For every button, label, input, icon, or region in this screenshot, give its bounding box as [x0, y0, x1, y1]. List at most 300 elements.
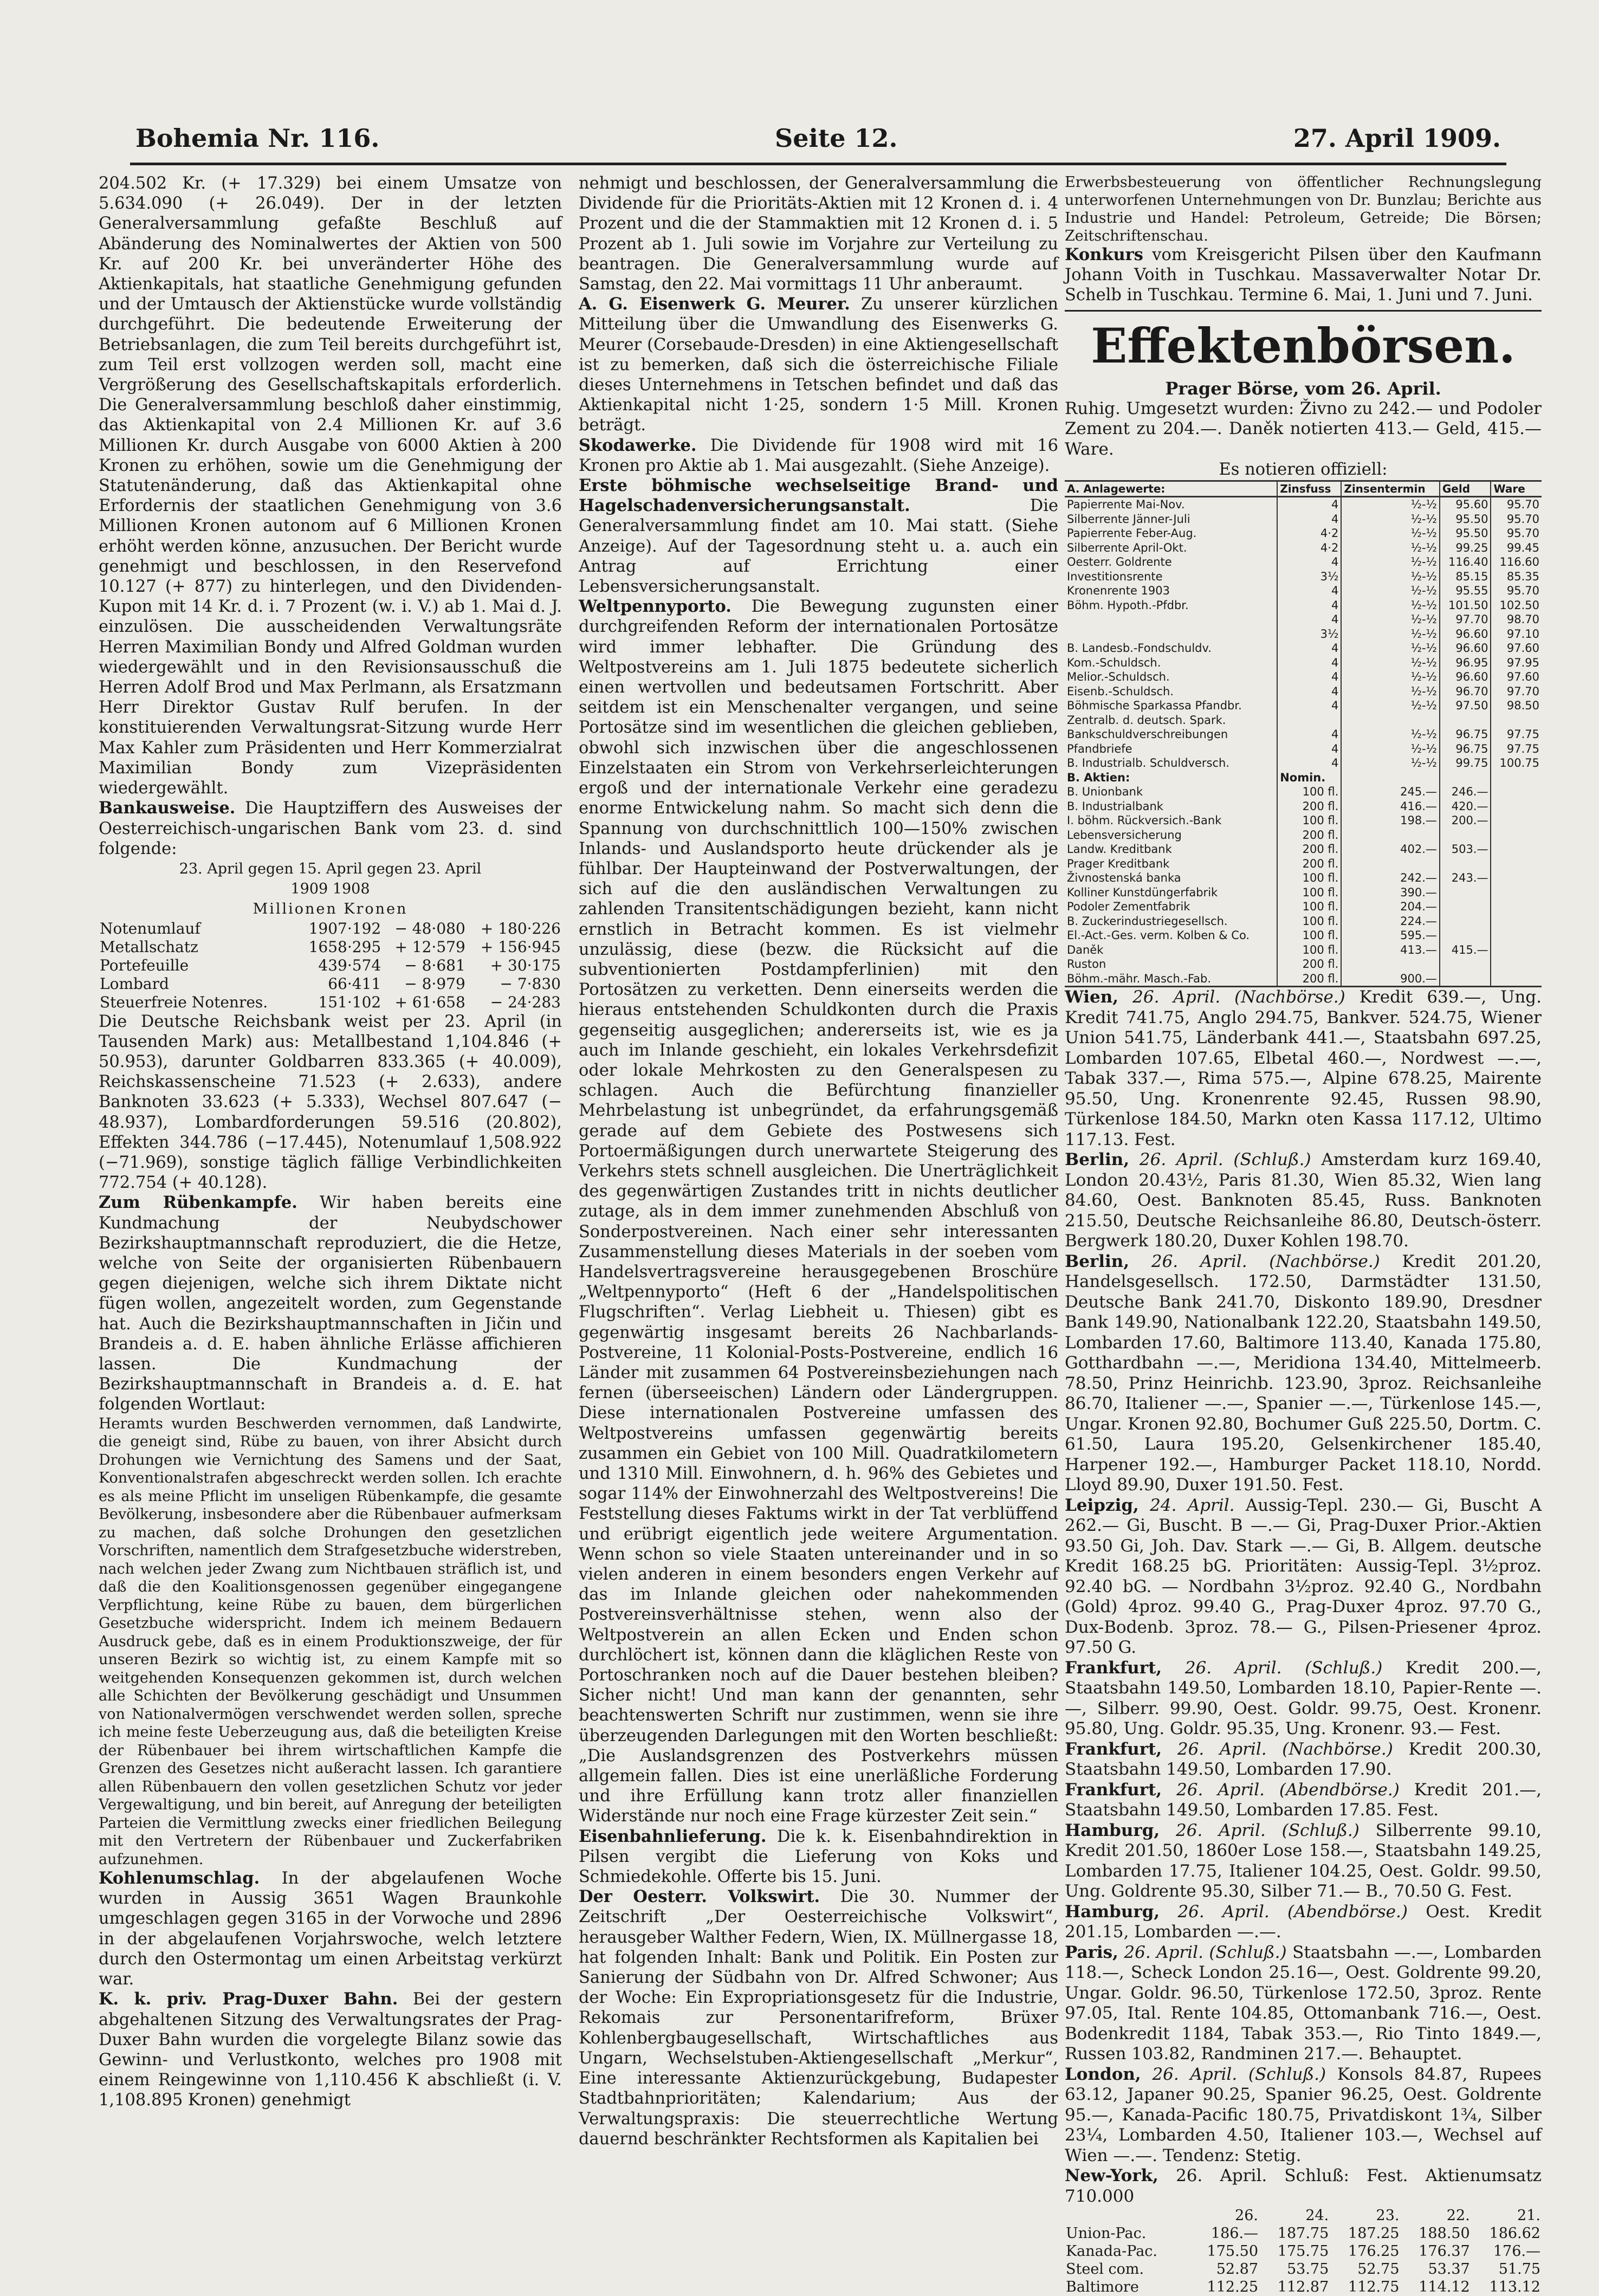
- cell: 85.15: [1440, 570, 1491, 584]
- cell: − 8·681: [404, 956, 465, 974]
- cell: 100.75: [1491, 756, 1542, 771]
- security-name: Kolliner Kunstdüngerfabrik: [1067, 885, 1218, 899]
- cell: ½-½: [1341, 497, 1440, 512]
- cell: [1491, 813, 1542, 828]
- aktien-nomin-header: Nomin.: [1277, 771, 1341, 785]
- market-date: 26. April. (Nachbörse.): [1177, 1739, 1393, 1759]
- table-row: [1065, 656, 1542, 670]
- market-heading: London,: [1065, 2064, 1141, 2084]
- cell: 4: [1277, 584, 1341, 598]
- bank-heading: Bankausweise.: [99, 798, 236, 818]
- cell: 96.60: [1440, 641, 1491, 656]
- column-3: [1065, 173, 1542, 2296]
- cell: 96.75: [1440, 742, 1491, 756]
- market-date: 26. April. (Schluß.): [1124, 1942, 1287, 1962]
- cell: 51.75: [1498, 2261, 1540, 2278]
- market-heading: Berlin,: [1065, 1251, 1130, 1271]
- table-row: [1065, 612, 1542, 627]
- cell: 100 fl.: [1277, 871, 1341, 885]
- cell: [1491, 885, 1542, 900]
- security-name: Baltimore: [1066, 2279, 1139, 2296]
- table-header: [1065, 2207, 1542, 2224]
- ny-label: Fest. Aktienumsatz 710.000: [1065, 2166, 1542, 2206]
- versicherung-text: Die Generalversammlung findet am 10. Mai statt. (Siehe Anzeige). Auf der Tagesordnung steht u. a. auch ein Antrag auf Errichtung einer Lebensversicherungsanstalt.: [579, 496, 1058, 597]
- bonds-body: [1065, 497, 1542, 771]
- cell: 3½: [1277, 627, 1341, 642]
- offiziell-label: Es notieren offiziell:: [1219, 460, 1388, 480]
- security-name: [1065, 627, 1277, 642]
- cell: 95.70: [1491, 584, 1542, 598]
- market-text: Amsterdam kurz 169.40, London 20.43½, Paris 81.30, Wien 85.32, Wien lang 84.60, Oest. Banknoten 85.45, Russ. Banknoten 215.50, Deutsche Reichsanleihe 86.80, Deutsch-österr. Bergwerk 180.20, Duxer Kohlen 198.70.: [1065, 1150, 1542, 1251]
- cell: 176.—: [1493, 2243, 1540, 2260]
- market-date: 26. April. (Nachbörse.): [1132, 987, 1345, 1007]
- row-label: Metallschatz: [100, 937, 198, 956]
- col-header: 23.: [1376, 2207, 1400, 2224]
- cell: 4·2: [1277, 541, 1341, 555]
- market-report: [1065, 1252, 1542, 1496]
- cell: 3½: [1277, 570, 1341, 584]
- aktien-header: B. Aktien:: [1067, 771, 1130, 784]
- table-row: [1065, 570, 1542, 584]
- ruebe-heading: Zum Rübenkampfe.: [99, 1193, 297, 1213]
- col-header: Zinsentermin: [1341, 481, 1440, 497]
- prager-heading: Prager Börse, vom 26. April.: [1165, 378, 1441, 399]
- cell: 102.50: [1491, 598, 1542, 613]
- cell: 413.—: [1341, 943, 1440, 958]
- cell: [1491, 799, 1542, 814]
- security-name: I. böhm. Rückversich.-Bank: [1067, 814, 1222, 827]
- cell: 243.—: [1440, 871, 1491, 885]
- market-report: [1065, 1496, 1542, 1658]
- cell: 96.70: [1440, 684, 1491, 699]
- cell: [1341, 771, 1440, 785]
- market-report: [1065, 1943, 1542, 2065]
- cell: 112.75: [1348, 2279, 1400, 2296]
- security-name: Ruston: [1067, 958, 1106, 971]
- header-center: Seite 12.: [775, 124, 898, 153]
- cell: 85.35: [1491, 570, 1542, 584]
- cell: [1491, 828, 1542, 843]
- cell: 100 fl.: [1277, 914, 1341, 929]
- table-row: [99, 938, 562, 956]
- cell: 151·102: [318, 993, 381, 1011]
- cell: 390.—: [1341, 885, 1440, 900]
- table-row: [1065, 2278, 1542, 2296]
- table-row: [1065, 885, 1542, 900]
- table-row: [1065, 598, 1542, 613]
- cell: 99.75: [1440, 756, 1491, 771]
- market-text: Oest. Kredit 201.15, Lombarden —.—.: [1065, 1902, 1542, 1942]
- cell: 4: [1277, 670, 1341, 684]
- cell: 99.45: [1491, 541, 1542, 555]
- cell: [1440, 771, 1491, 785]
- table-row: [1065, 584, 1542, 598]
- cell: 114.12: [1419, 2279, 1470, 2296]
- cell: 246.—: [1440, 785, 1491, 799]
- stocks-body: [1065, 785, 1542, 987]
- security-name: Papierrente Feber-Aug.: [1067, 527, 1197, 540]
- market-text: Kredit 201.20, Handelsgesellsch. 172.50, Darmstädter 131.50, Deutsche Bank 241.70, Diskonto 189.90, Dresdner Bank 149.90, Nationalbank 122.20, Staatsbahn 149.50, Lombarden 17.60, Baltimore 113.40, Kanada 175.80, Gotthardbahn —.—, Meridiona 134.40, Mittelmeerb. 78.50, Prinz Heinrichb. 123.90, 3proz. Reichsanleihe 86.70, Italiener —.—, Spanier —.—, Türkenlose 145.—, Ungar. Kronen 92.80, Bochumer Guß 225.50, Dortm. C. 61.50, Laura 195.20, Gelsenkirchener 185.40, Harpener 192.—, Hamburger Packet 118.10, Nordd. Lloyd 89.90, Duxer 191.50. Fest.: [1065, 1251, 1542, 1495]
- col-header: 21.: [1517, 2207, 1540, 2224]
- prager-text: Ruhig. Umgesetzt wurden: Živno zu 242.— und Podoler Zement zu 204.—. Daněk notierten 413.— Geld, 415.— Ware.: [1065, 398, 1542, 459]
- table-row: [1065, 957, 1542, 972]
- cell: 200.—: [1440, 813, 1491, 828]
- bank-col-head: 23. April gegen 15. April gegen 23. April: [179, 860, 482, 877]
- cell: [1065, 2207, 1189, 2224]
- cell: 200 fl.: [1277, 799, 1341, 814]
- cell: 100 fl.: [1277, 813, 1341, 828]
- market-date: 24. April.: [1150, 1495, 1235, 1515]
- market-heading: Frankfurt,: [1065, 1658, 1162, 1678]
- cell: + 156·945: [480, 937, 561, 956]
- market-date: 26. April. (Schluß.): [1176, 1820, 1360, 1840]
- col-header: 26.: [1235, 2207, 1259, 2224]
- cell: 95.50: [1440, 526, 1491, 541]
- cell: 176.37: [1419, 2243, 1470, 2260]
- versicherung-heading: Erste böhmische wechselseitige Brand- und Hagelschadenversicherungsanstalt.: [579, 476, 1058, 516]
- cell: 95.70: [1491, 512, 1542, 527]
- cell: + 61·658: [394, 993, 465, 1011]
- volkswirt-heading: Der Oesterr. Volkswirt.: [579, 1887, 820, 1907]
- cell: [1491, 914, 1542, 929]
- security-name: Union-Pac.: [1066, 2225, 1147, 2242]
- col-header: A. Anlagewerte:: [1065, 481, 1277, 497]
- table-row: [1065, 900, 1542, 914]
- security-name: B. Landesb.-Fondschuldv.: [1067, 642, 1212, 655]
- market-text: Kredit 639.—, Ung. Kredit 741.75, Anglo 294.75, Bankver. 524.75, Wiener Union 541.75, Länderbank 441.—, Staatsbahn 697.25, Lombarden 107.65, Elbetal 460.—, Nordwest —.—, Tabak 337.—, Rima 575.—, Alpine 678.25, Mairente 95.50, Ung. Kronenrente 92.45, Russen 98.90, Türkenlose 184.50, Markn oten Kassa 117.12, Ultimo 117.13. Fest.: [1065, 987, 1542, 1149]
- cell: 97.95: [1491, 656, 1542, 670]
- cell: 97.10: [1491, 627, 1542, 642]
- security-name: Silberrente April-Okt.: [1067, 541, 1187, 554]
- table-row: [99, 956, 562, 975]
- cell: ½-½: [1341, 612, 1440, 627]
- security-name: Bankschuldverschreibungen: [1067, 728, 1228, 741]
- prag-duxer-text: Bei der gestern abgehaltenen Sitzung des Verwaltungsrates der Prag-Duxer Bahn wurden die vorgelegte Bilanz sowie das Gewinn- und Verlustkonto, welches pro 1908 mit einem Reingewinne von 1,110.456 K abschließt (i. V. 1,108.895 Kronen) genehmigt: [99, 1990, 562, 2110]
- market-report: [1065, 1658, 1542, 1739]
- security-name: Prager Kreditbank: [1067, 857, 1170, 870]
- market-heading: Frankfurt,: [1065, 1739, 1162, 1759]
- cell: 4: [1277, 641, 1341, 656]
- table-row: [1065, 813, 1542, 828]
- cell: 415.—: [1440, 943, 1491, 958]
- cell: 439·574: [318, 956, 381, 974]
- cell: 112.25: [1207, 2279, 1259, 2296]
- cell: 53.37: [1428, 2261, 1470, 2278]
- security-name: Papierrente Mai-Nov.: [1067, 498, 1185, 512]
- table-row: [1065, 914, 1542, 929]
- security-name: Oesterr. Goldrente: [1067, 555, 1172, 569]
- cell: [1491, 871, 1542, 885]
- market-report: [1065, 987, 1542, 1150]
- market-report: [1065, 1150, 1542, 1252]
- market-report: [1065, 1739, 1542, 1780]
- cell: 95.70: [1491, 526, 1542, 541]
- market-heading: Leipzig,: [1065, 1495, 1139, 1515]
- cell: [1440, 957, 1491, 972]
- cell: 95.60: [1440, 497, 1491, 512]
- cell: 224.—: [1341, 914, 1440, 929]
- security-name: B. Unionbank: [1067, 785, 1143, 799]
- table-row: [1065, 857, 1542, 871]
- bank-intro: Die Hauptziffern des Ausweises der Oesterreichisch-ungarischen Bank vom 23. d. sind folgende:: [99, 799, 562, 858]
- reichsbank-report: Die Deutsche Reichsbank weist per 23. April (in Tausenden Mark) aus: Metallbestand 1,104.846 (+ 50.953), darunter Goldbarren 833.365 (+ 40.009), Reichskassenscheine 71.523 (+ 2.633), andere Banknoten 33.623 (+ 5.333), Wechsel 807.647 (− 48.937), Lombardforderungen 59.516 (20.802), Effekten 344.786 (−17.445), Notenumlauf 1,508.922 (−71.969), sonstige täglich fällige Verbindlichkeiten 772.754 (+ 40.128).: [99, 1012, 562, 1193]
- table-row: [1065, 627, 1542, 642]
- cell: − 8·979: [404, 974, 465, 993]
- cell: 53.75: [1286, 2261, 1329, 2278]
- meurer-heading: A. G. Eisenwerk G. Meurer.: [579, 294, 850, 314]
- cell: [1440, 857, 1491, 871]
- security-name: Podoler Zementfabrik: [1067, 900, 1190, 914]
- table-row: [1065, 756, 1542, 771]
- table-row: [1065, 742, 1542, 756]
- market-text: Kredit 201.—, Staatsbahn 149.50, Lombarden 17.85. Fest.: [1065, 1780, 1542, 1820]
- market-text: Kredit 200.30, Staatsbahn 149.50, Lombarden 17.90.: [1065, 1739, 1542, 1780]
- cell: 242.—: [1341, 871, 1440, 885]
- market-heading: Wien,: [1065, 987, 1119, 1007]
- eisenbahn-heading: Eisenbahnlieferung.: [579, 1826, 767, 1846]
- cell: 116.60: [1491, 555, 1542, 570]
- col-header: 22.: [1446, 2207, 1470, 2224]
- col-header: Zinsfuss: [1277, 481, 1341, 497]
- cell: 4: [1277, 727, 1341, 742]
- row-label: Portefeuille: [100, 956, 189, 974]
- cell: [1440, 928, 1491, 943]
- cell: 95.55: [1440, 584, 1491, 598]
- security-name: Daněk: [1067, 943, 1104, 956]
- cell: 97.50: [1440, 698, 1491, 713]
- table-row: [1065, 785, 1542, 799]
- cell: 200 fl.: [1277, 857, 1341, 871]
- cell: ½-½: [1341, 555, 1440, 570]
- market-date: 26. April. (Abendbörse.): [1177, 1902, 1408, 1922]
- cell: ½-½: [1341, 742, 1440, 756]
- security-name: Böhmische Sparkassa Pfandbr.: [1067, 699, 1242, 713]
- cell: [1341, 828, 1440, 843]
- cell: 595.—: [1341, 928, 1440, 943]
- cell: 98.70: [1491, 612, 1542, 627]
- cell: 1907·192: [308, 919, 381, 937]
- security-name: Živnostenská banka: [1067, 871, 1181, 885]
- market-heading: Hamburg,: [1065, 1902, 1160, 1922]
- cell: 402.—: [1341, 842, 1440, 857]
- table-row: [1065, 2260, 1542, 2278]
- table-row: [1065, 684, 1542, 699]
- bank-unit: Millionen Kronen: [253, 901, 408, 918]
- agm-report: 204.502 Kr. (+ 17.329) bei einem Umsatze von 5.634.090 (+ 26.049). Der in der letzten Generalversammlung gefaßte Beschluß auf Abänderung des Nominalwertes der Aktien von 500 Kr. auf 200 Kr. bei unveränderter Höhe des Aktienkapitals, hat staatliche Genehmigung gefunden und der Umtausch der Aktienstücke wurde vollständig durchgeführt. Die bedeutende Erweiterung der Betriebsanlagen, die zum Teil bereits durchgeführt ist, zum Teil erst vollzogen werden soll, macht eine Vergrößerung des Gesellschaftskapitals erforderlich. Die Generalversammlung beschloß daher einstimmig, das Aktienkapital von 2.4 Millionen Kr. auf 3.6 Millionen Kr. durch Ausgabe von 6000 Aktien à 200 Kronen zu erhöhen, sowie um die Genehmigung der Statutenänderung, daß das Aktienkapital ohne Erfordernis der staatlichen Genehmigung von 3.6 Millionen Kronen autonom auf 6 Millionen Kronen erhöht werden könne, anzusuchen. Der Bericht wurde genehmigt und beschlossen, in den Reservefond 10.127 (+ 877) zu hinterlegen, und den Dividenden-Kupon mit 14 Kr. d. i. 7 Prozent (w. i. V.) ab 1. Mai d. J. einzulösen. Die ausscheidenden Verwaltungsräte Herren Maximilian Bondy und Alfred Goldman wurden wiedergewählt und in den Revisionsausschuß die Herren Adolf Brod und Max Perlmann, als Ersatzmann Herr Direktor Gustav Rulf berufen. In der konstituierenden Verwaltungsrat-Sitzung wurde Herr Max Kahler zum Präsidenten und Herr Kommerzialrat Maximilian Bondy zum Vizepräsidenten wiedergewählt.: [99, 174, 562, 798]
- prague-quotes-table: [1065, 480, 1542, 988]
- cell: 186.—: [1210, 2225, 1259, 2242]
- cell: 100 fl.: [1277, 928, 1341, 943]
- market-date: 26. April. (Abendbörse.): [1176, 1780, 1400, 1800]
- table-row: [1065, 713, 1542, 728]
- row-label: Notenumlauf: [100, 919, 200, 937]
- ny-table: [1065, 2207, 1542, 2296]
- table-row: [1065, 2224, 1542, 2242]
- cell: [1277, 713, 1341, 728]
- cell: 900.—: [1341, 972, 1440, 987]
- cell: 113.12: [1489, 2279, 1540, 2296]
- table-row: [1065, 641, 1542, 656]
- cell: 1658·295: [308, 937, 381, 956]
- cell: 100 fl.: [1277, 785, 1341, 799]
- cell: 245.—: [1341, 785, 1440, 799]
- cell: − 48·080: [394, 919, 465, 937]
- table-row: [1065, 512, 1542, 527]
- cell: ½-½: [1341, 684, 1440, 699]
- cell: 112.87: [1277, 2279, 1329, 2296]
- cell: 198.—: [1341, 813, 1440, 828]
- table-row: [1065, 526, 1542, 541]
- table-row: [1065, 943, 1542, 958]
- table-row: [1065, 2242, 1542, 2260]
- cell: [1491, 857, 1542, 871]
- table-row: [1065, 555, 1542, 570]
- security-name: Lebensversicherung: [1067, 828, 1182, 842]
- cell: 100 fl.: [1277, 900, 1341, 914]
- header-right: 27. April 1909.: [1293, 124, 1501, 153]
- security-name: [1065, 612, 1277, 627]
- cell: 503.—: [1440, 842, 1491, 857]
- cell: [1440, 885, 1491, 900]
- security-name: B. Industrialbank: [1067, 799, 1163, 813]
- cell: 4: [1277, 756, 1341, 771]
- security-name: El.-Act.-Ges. verm. Kolben & Co.: [1067, 929, 1250, 942]
- security-name: Melior.-Schuldsch.: [1067, 670, 1170, 684]
- security-name: Steel com.: [1066, 2261, 1144, 2278]
- market-text: Konsols 84.87, Rupees 63.12, Japaner 90.25, Spanier 96.25, Oest. Goldrente 95.—, Kanada-Pacific 180.75, Privatdiskont 1¾, Silber 23¼, Lombarden 4.50, Italiener 103.—, Wechsel auf Wien —.—. Tendenz: Stetig.: [1065, 2064, 1542, 2165]
- security-name: Eisenb.-Schuldsch.: [1067, 684, 1174, 698]
- ny-body: [1065, 2224, 1542, 2296]
- table-row: [1065, 799, 1542, 814]
- eisenbahn-text: Die k. k. Eisenbahndirektion in Pilsen vergibt die Lieferung von Koks und Schmiedekohle. Offerte bis 15. Juni.: [579, 1827, 1058, 1887]
- table-row: [1065, 842, 1542, 857]
- cell: + 180·226: [480, 919, 561, 937]
- market-report: [1065, 1780, 1542, 1821]
- cell: 100 fl.: [1277, 943, 1341, 958]
- cell: [1491, 972, 1542, 987]
- cell: 4: [1277, 742, 1341, 756]
- security-name: Kanada-Pac.: [1066, 2243, 1158, 2260]
- weltpennyporto-text: Die Bewegung zugunsten einer durchgreifenden Reform der internationalen Portosätze wird immer lebhafter. Die Gründung des Weltpostvereins am 1. Juli 1875 bedeutete sicherlich einen wertvollen und bedeutsamen Fortschritt. Aber seitdem ist ein Menschenalter vergangen, und seine Portosätze sind im wesentlichen die gleichen geblieben, obwohl sich inzwischen über die angeschlossenen Einzelstaaten ein Strom von Verkehrserleichterungen ergoß und der internationale Verkehr eine geradezu enorme Entwickelung nahm. So macht sich denn die Spannung von durchschnittlich 100—150% zwischen Inlands- und Auslandsporto heute drückender als je fühlbar. Der Haupteinwand der Postverwaltungen, der sich auf die den ausländischen Verwaltungen zu zahlenden Transitentschädigungen bezieht, kann nicht ernstlich in Betracht kommen. Es ist vielmehr unzulässig, diese (bezw. die Rücksicht auf die subventionierten Postdampferlinien) mit den Portosätzen zu verketten. Denn einerseits werden die hieraus entstehenden Schuldkonten durch die Praxis gegenseitig ausgeglichen; andererseits ist, wie es ja auch im Inlande geschieht, ein lokales Verkehrsdefizit oder lokale Mehrkosten zu den Generalspesen zu schlagen. Auch die Befürchtung finanzieller Mehrbelastung ist unbegründet, da erfahrungsgemäß gerade auf dem Gebiete des Postwesens sich Portoermäßigungen durch unerwartete Steigerung des Verkehrs stets schnell ausgleichen. Die Unerträglichkeit des gegenwärtigen Zustandes tritt in nichts deutlicher zutage, als in dem immer zunehmenden Abschluß von Sonderpostvereinen. Nach einer sehr interessanten Zusammenstellung dieses Materials in der soeben vom Handelsvertragsvereine herausgegebenen Broschüre „Weltpennyporto“ (Heft 6 der „Handelspolitischen Flugschriften“. Verlag Liebheit u. Thiesen) gibt es gegenwärtig insgesamt bereits 26 Nachbarlands-Postvereine, 11 Kolonial-Posts-Postvereine, endlich 16 Länder mit zusammen 64 Postvereinsbeziehungen nach fernen (überseeischen) Ländern oder Ländergruppen. Diese internationalen Postvereine umfassen des Weltpostvereins umfassen gegenwärtig bereits zusammen ein Gebiet von 100 Mill. Quadratkilometern und 1310 Mill. Einwohnern, d. h. 96% des Gebietes und sogar 114% der Einwohnerzahl des Weltpostvereins! Die Feststellung dieses Faktums wirkt in der Tat verblüffend und erübrigt eigentlich jede weitere Argumentation. Wenn schon so viele Staaten untereinander und in so vielen anderen in einem besonders engen Verkehr auf das im Inlande gleichen oder nahekommenden Postvereinsverhältnisse stehen, wenn also der Weltpostverein an allen Ecken und Enden schon durchlöchert ist, können dann die kläglichen Reste von Portoschranken noch auf die Dauer bestehen bleiben? Sicher nicht! Und man kann der genannten, sehr beachtenswerten Schrift nur zustimmen, wenn sie ihre überzeugenden Darlegungen mit den Worten beschließt: „Die Auslandsgrenzen des Postverkehrs müssen allgemein fallen. Dies ist eine unerläßliche Forderung und ihre Erfüllung kann trotz aller finanziellen Widerstände nur noch eine Frage kürzester Zeit sein.“: [579, 597, 1058, 1826]
- market-heading: Hamburg,: [1065, 1820, 1160, 1840]
- cell: 204.—: [1341, 900, 1440, 914]
- cell: 98.50: [1491, 698, 1542, 713]
- row-label: Steuerfreie Notenres.: [100, 993, 268, 1011]
- skoda-text: Die Dividende für 1908 wird mit 16 Kronen pro Aktie ab 1. Mai ausgezahlt. (Siehe Anzeige).: [579, 436, 1058, 475]
- cell: ½-½: [1341, 756, 1440, 771]
- market-text: Kredit 200.—, Staatsbahn 149.50, Lombarden 18.10, Papier-Rente —.—, Silberr. 99.90, Oest. Goldr. 99.75, Oest. Kronenr. 95.80, Ung. Goldr. 95.35, Ung. Kronenr. 93.— Fest.: [1065, 1658, 1542, 1739]
- cell: [1440, 828, 1491, 843]
- market-date: 26. April. (Schluß.): [1152, 2064, 1326, 2084]
- row-label: Lombard: [100, 974, 169, 993]
- col-header: Ware: [1491, 481, 1542, 497]
- header-left: Bohemia Nr. 116.: [135, 124, 380, 153]
- table-header: [1065, 771, 1542, 785]
- table-row: [1065, 497, 1542, 512]
- cell: 187.75: [1277, 2225, 1329, 2242]
- market-reports: [1065, 987, 1542, 2166]
- table-row: [1065, 541, 1542, 555]
- table-row: [1065, 828, 1542, 843]
- table-row: [1065, 928, 1542, 943]
- cell: [1341, 857, 1440, 871]
- security-name: Böhm. Hypoth.-Pfdbr.: [1067, 598, 1189, 612]
- security-name: B. Zuckerindustriegesellsch.: [1067, 914, 1228, 928]
- cell: [1491, 842, 1542, 857]
- cell: [1491, 900, 1542, 914]
- cell: ½-½: [1341, 698, 1440, 713]
- table-row: [99, 993, 562, 1012]
- security-name: Zentralb. d. deutsch. Spark.: [1067, 713, 1226, 727]
- prag-duxer-cont: nehmigt und beschlossen, der Generalversammlung die Dividende für die Prioritäts-Aktien mit 12 Kronen d. i. 4 Prozent und die der Stammaktien mit 12 Kronen d. i. 5 Prozent ab 1. Juli sowie im Vorjahre zur Verteilung zu beantragen. Die Generalversammlung wurde auf Samstag, den 22. Mai vormittags 11 Uhr anberaumt.: [579, 174, 1058, 294]
- cell: 95.70: [1491, 497, 1542, 512]
- table-row: [99, 975, 562, 993]
- cell: ½-½: [1341, 598, 1440, 613]
- weltpennyporto-heading: Weltpennyporto.: [579, 597, 731, 617]
- col-header: 24.: [1305, 2207, 1329, 2224]
- cell: ½-½: [1341, 727, 1440, 742]
- cell: 97.60: [1491, 670, 1542, 684]
- cell: 4: [1277, 555, 1341, 570]
- cell: ½-½: [1341, 570, 1440, 584]
- cell: 96.95: [1440, 656, 1491, 670]
- table-row: [1065, 972, 1542, 987]
- cell: 97.60: [1491, 641, 1542, 656]
- cell: ½-½: [1341, 541, 1440, 555]
- cell: [1440, 972, 1491, 987]
- cell: 96.60: [1440, 627, 1491, 642]
- section-rule: [1065, 310, 1542, 312]
- cell: 97.70: [1491, 684, 1542, 699]
- cell: 116.40: [1440, 555, 1491, 570]
- market-text: Aussig-Tepl. 230.— Gi, Buscht A 262.— Gi, Buscht. B —.— Gi, Prag-Duxer Prior.-Aktien 93.50 Gi, Joh. Dav. Stark —.— Gi, B. Allgem. deutsche Kredit 168.25 bG. Prioritäten: Aussig-Tepl. 3½proz. 92.40 bG. — Nordbahn 3½proz. 92.40 G., Nordbahn (Gold) 4proz. 99.40 G., Prag-Duxer 4proz. 97.70 G., Dux-Bodenb. 3proz. 78.— G., Pilsen-Priesener 4proz. 97.50 G.: [1065, 1495, 1542, 1658]
- market-heading: Frankfurt,: [1065, 1780, 1162, 1800]
- security-name: Landw. Kreditbank: [1067, 843, 1172, 856]
- cell: [1491, 785, 1542, 799]
- cell: 52.87: [1216, 2261, 1259, 2278]
- bank-years: 1909 1908: [290, 881, 370, 898]
- security-name: Investitionsrente: [1067, 570, 1163, 583]
- cell: ½-½: [1341, 641, 1440, 656]
- cell: 176.25: [1348, 2243, 1400, 2260]
- col-header: Geld: [1440, 481, 1491, 497]
- security-name: Kronenrente 1903: [1067, 584, 1170, 598]
- cell: [1491, 943, 1542, 958]
- cell: ½-½: [1341, 526, 1440, 541]
- prag-duxer-heading: K. k. priv. Prag-Duxer Bahn.: [99, 1989, 398, 2009]
- cell: 4: [1277, 598, 1341, 613]
- cell: + 30·175: [490, 956, 561, 974]
- ny-sub: 26. April. Schluß:: [1176, 2166, 1349, 2186]
- cell: ½-½: [1341, 670, 1440, 684]
- cell: ½-½: [1341, 656, 1440, 670]
- header-rule: [130, 163, 1506, 165]
- cell: 200 fl.: [1277, 842, 1341, 857]
- kohle-heading: Kohlenumschlag.: [99, 1868, 260, 1888]
- cell: 188.50: [1419, 2225, 1470, 2242]
- cell: ½-½: [1341, 584, 1440, 598]
- market-report: [1065, 1821, 1542, 1902]
- cell: [1440, 713, 1491, 728]
- market-heading: Paris,: [1065, 1942, 1118, 1962]
- cell: 4: [1277, 698, 1341, 713]
- cell: 4: [1277, 512, 1341, 527]
- table-row: [1065, 698, 1542, 713]
- cell: 420.—: [1440, 799, 1491, 814]
- volkswirt-cont: Erwerbsbesteuerung von öffentlicher Rechnungslegung unterworfenen Unternehmungen von Dr. Bunzlau; Berichte aus Industrie und Handel: Petroleum, Getreide; Die Börsen; Zeitschriftenschau.: [1065, 174, 1542, 244]
- column-1: [99, 173, 562, 2135]
- security-name: Kom.-Schuldsch.: [1067, 656, 1161, 669]
